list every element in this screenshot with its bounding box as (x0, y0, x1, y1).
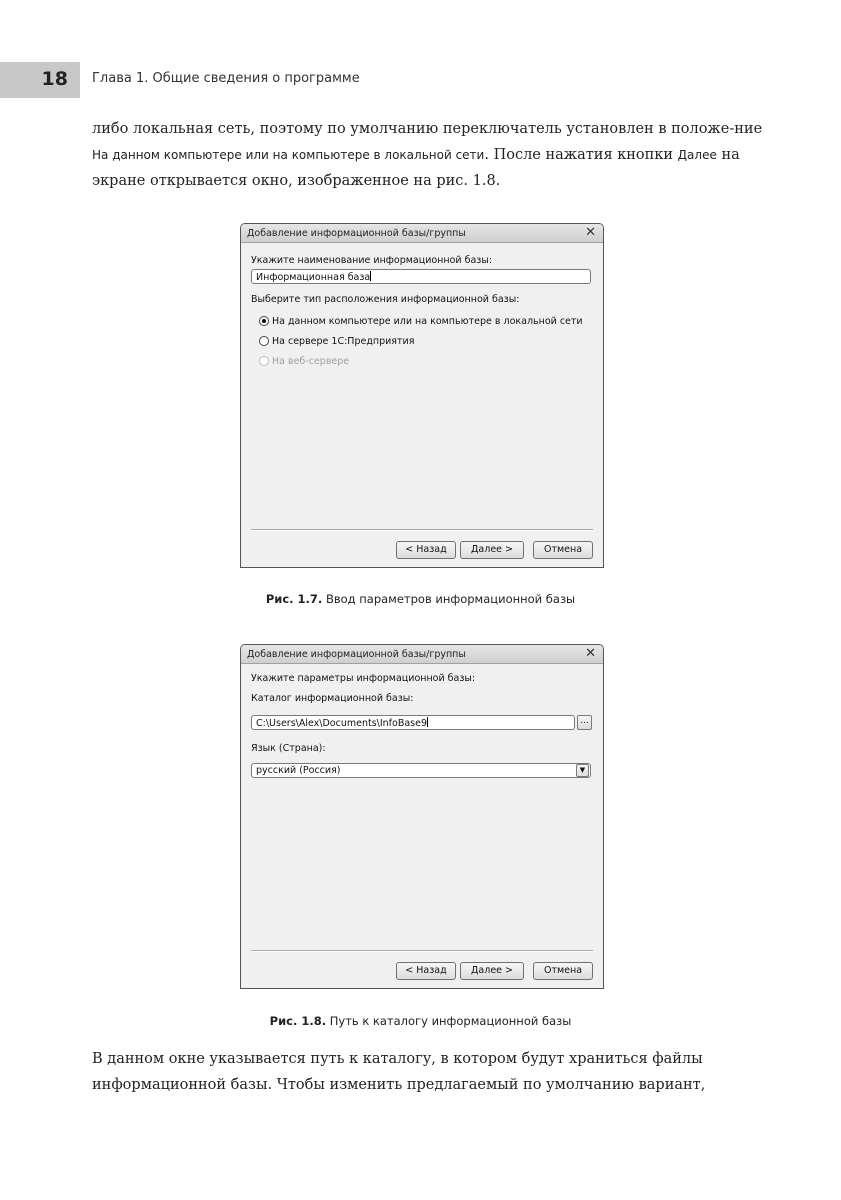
para1-ui-term-2: Далее (677, 148, 717, 162)
language-label: Язык (Страна): (251, 743, 326, 754)
dialog-titlebar (241, 645, 603, 664)
catalog-path-value: C:\Users\Alex\Documents\InfoBase9 (256, 718, 427, 729)
back-button[interactable]: < Назад (396, 541, 456, 559)
catalog-path-input[interactable] (251, 715, 575, 730)
dialog-divider (251, 950, 593, 952)
next-button[interactable]: Далее > (460, 962, 524, 980)
para1-text-1: либо локальная сеть, поэтому по умолчанию переключатель установлен в положе-ние (92, 121, 763, 137)
params-label: Укажите параметры информационной базы: (251, 673, 476, 684)
back-button[interactable]: < Назад (396, 962, 456, 980)
language-select[interactable] (251, 763, 591, 778)
language-value: русский (Россия) (256, 765, 341, 776)
radio-server-label: На сервере 1С:Предприятия (272, 336, 415, 347)
chevron-down-icon[interactable]: ▼ (576, 764, 589, 777)
figure-caption-1-7 (0, 592, 841, 606)
radio-local-computer[interactable] (259, 316, 583, 327)
cancel-button[interactable]: Отмена (533, 962, 593, 980)
close-icon[interactable]: ✕ (585, 225, 596, 240)
dialog-title: Добавление информационной базы/группы (247, 228, 466, 239)
browse-button[interactable]: ... (577, 715, 592, 730)
close-icon[interactable]: ✕ (585, 646, 596, 661)
caption-text: Ввод параметров информационной базы (325, 592, 576, 606)
radio-unchecked-icon (259, 336, 269, 346)
radio-web-server (259, 356, 349, 367)
caption-number: Рис. 1.8. (269, 1014, 327, 1028)
next-button[interactable]: Далее > (460, 541, 524, 559)
infobase-name-value: Информационная база (256, 272, 371, 283)
catalog-label: Каталог информационной базы: (251, 693, 414, 704)
dialog-title: Добавление информационной базы/группы (247, 649, 466, 660)
para1-text-2: . После нажатия кнопки (484, 147, 678, 163)
text-cursor (370, 271, 371, 281)
para1-ui-term-1: На данном компьютере или на компьютере в локальной сети (92, 148, 485, 162)
body-paragraph: В данном окне указывается путь к каталогу, в котором будут храниться файлы информационной базы. Чтобы изменить предлагаемый по умолчанию вариант, (92, 1051, 706, 1093)
text-cursor (427, 717, 428, 727)
infobase-name-input[interactable] (251, 269, 591, 284)
location-type-label: Выберите тип расположения информационной базы: (251, 294, 520, 305)
intro-paragraph (92, 116, 772, 194)
radio-checked-icon (259, 316, 269, 326)
radio-1c-server[interactable] (259, 336, 414, 347)
radio-web-label: На веб-сервере (272, 356, 350, 367)
radio-disabled-icon (259, 356, 269, 366)
para1-text-3: на экране открывается окно, изображенное на рис. 1.8. (92, 147, 740, 189)
radio-local-label: На данном компьютере или на компьютере в локальной сети (272, 316, 583, 327)
dialog-divider (251, 529, 593, 531)
caption-text: Путь к каталогу информационной базы (329, 1014, 572, 1028)
page-number-tab (0, 62, 80, 98)
cancel-button[interactable]: Отмена (533, 541, 593, 559)
infobase-name-label: Укажите наименование информационной базы: (251, 255, 493, 266)
add-infobase-dialog-fig2 (240, 644, 604, 989)
caption-number: Рис. 1.7. (265, 592, 323, 606)
page-number: 18 (41, 68, 68, 90)
chapter-title: Глава 1. Общие сведения о программе (92, 71, 360, 86)
figure-caption-1-8 (0, 1014, 841, 1028)
add-infobase-dialog-fig1 (240, 223, 604, 568)
dialog-titlebar (241, 224, 603, 243)
